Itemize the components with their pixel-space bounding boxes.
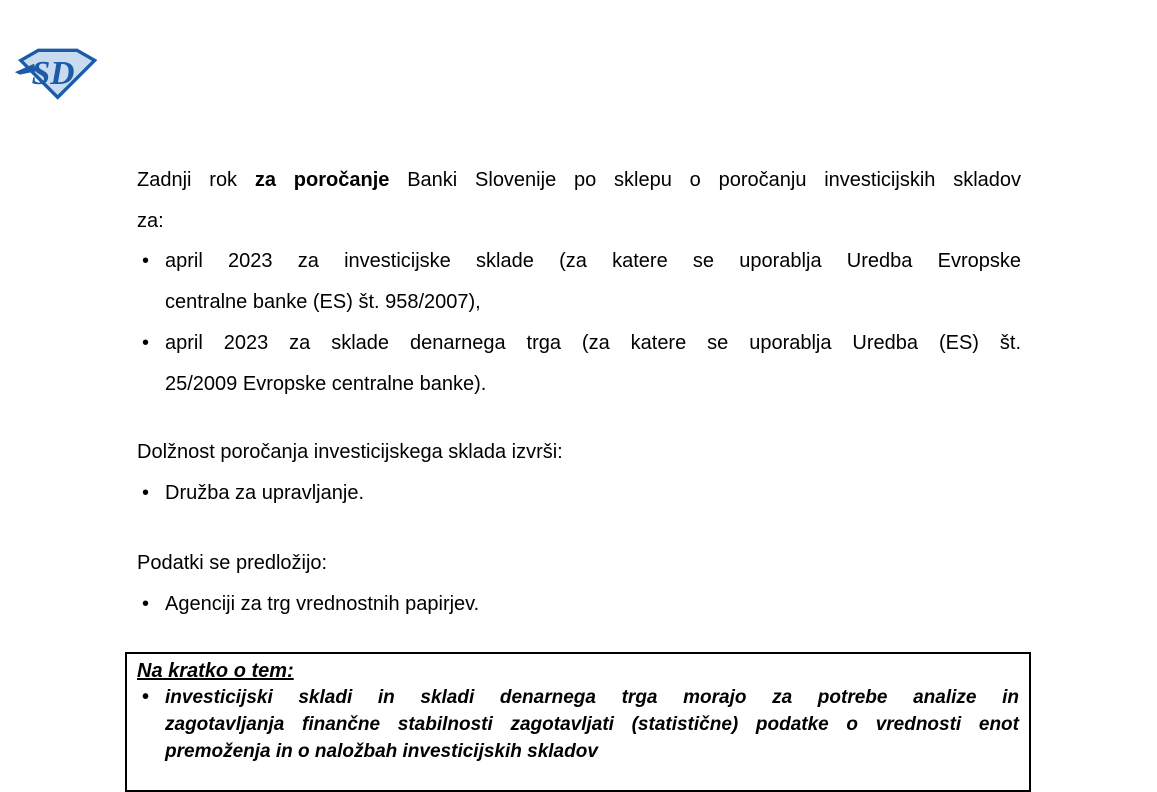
- deadline-2-line-1: • april 2023 za sklade denarnega trga (za katere se uporablja Uredba (ES) št.: [165, 332, 1021, 354]
- summary-box-list: [137, 684, 1019, 765]
- deadline-1-line-2: centralne banke (ES) št. 958/2007),: [165, 291, 481, 313]
- summary-line-2: zagotavljanja finančne stabilnosti zagotavljati (statistične) podatke o vrednosti enot: [165, 714, 1019, 735]
- submission-list: [137, 584, 1021, 625]
- summary-line-3: premoženja in o naložbah investicijskih skladov: [165, 741, 598, 762]
- intro-text-post: Banki Slovenije po sklepu o poročanju investicijskih skladov: [389, 169, 1022, 191]
- summary-box-title: Na kratko o tem:: [137, 660, 294, 682]
- intro-text-bold: za poročanje: [254, 169, 390, 191]
- summary-line-1: • investicijski skladi in skladi denarnega trga morajo za potrebe analize in: [165, 687, 1019, 708]
- intro-line-2: za:: [137, 210, 164, 232]
- logo-letters: SD: [31, 54, 75, 92]
- duty-list: [137, 473, 1021, 514]
- list-item: • Agenciji za trg vrednostnih papirjev.: [137, 584, 1021, 625]
- intro-line-1: [137, 160, 1021, 201]
- list-item: [137, 323, 1021, 405]
- list-item: [137, 684, 1019, 765]
- intro-text-pre: Zadnji rok: [137, 169, 255, 191]
- deadline-1-line-1: • april 2023 za investicijske sklade (za katere se uporablja Uredba Evropske: [165, 250, 1021, 272]
- intro-paragraph: [137, 160, 1021, 242]
- list-item: [137, 241, 1021, 323]
- sd-shield-logo: [14, 46, 98, 100]
- duty-heading: Dolžnost poročanja investicijskega sklada izvrši:: [137, 441, 563, 463]
- summary-box: [125, 652, 1031, 792]
- list-item: • Družba za upravljanje.: [137, 473, 1021, 514]
- deadline-list: [137, 241, 1021, 405]
- submission-heading: Podatki se predložijo:: [137, 552, 328, 574]
- deadline-2-line-2: 25/2009 Evropske centralne banke).: [165, 373, 487, 395]
